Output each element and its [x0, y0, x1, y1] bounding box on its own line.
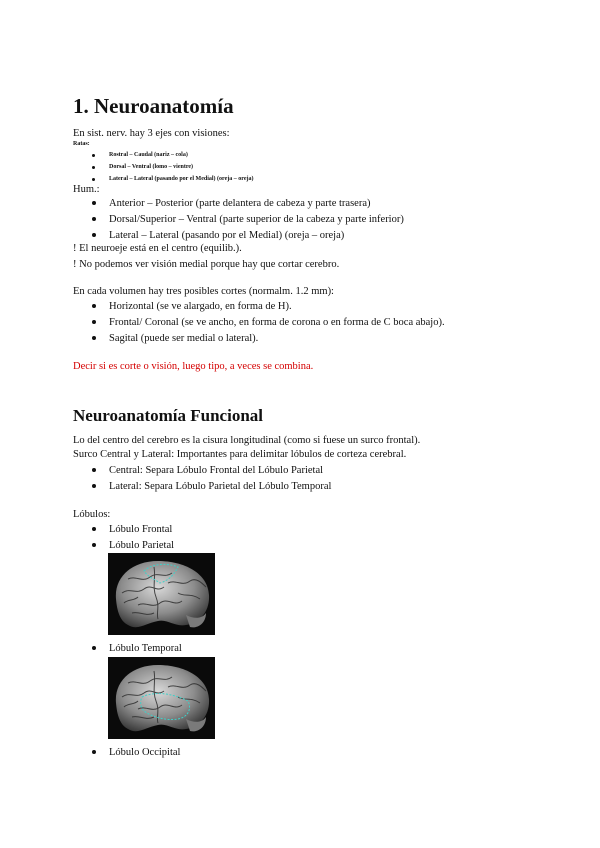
list-item: Dorsal/Superior – Ventral (parte superior de la cabeza y parte inferior) [109, 212, 404, 228]
funcional-line-2: Surco Central y Lateral: Importantes para delimitar lóbulos de corteza cerebral. [73, 449, 407, 460]
lobulos-list-top [109, 522, 174, 554]
bullet-icon [92, 484, 96, 488]
intro-text: En sist. nerv. hay 3 ejes con visiones: [73, 128, 230, 139]
note-neuroeje: ! El neuroeje está en el centro (equilib.). [73, 243, 242, 254]
bullet-icon [92, 233, 96, 237]
lobulos-list-temporal [109, 641, 182, 657]
list-item: Central: Separa Lóbulo Frontal del Lóbulo Parietal [109, 463, 331, 479]
list-item: Horizontal (se ve alargado, en forma de H). [109, 299, 445, 315]
ratas-list [109, 152, 253, 183]
bullet-icon [92, 527, 96, 531]
bullet-icon [92, 178, 95, 181]
lobulos-label: Lóbulos: [73, 509, 111, 520]
bullet-icon [92, 154, 95, 157]
surcos-list [109, 463, 331, 495]
note-vision-medial: ! No podemos ver visión medial porque hay que cortar cerebro. [73, 259, 340, 270]
hum-list [109, 196, 404, 244]
bullet-icon [92, 217, 96, 221]
lobulos-list-occipital [109, 745, 180, 761]
list-item: Lateral – Lateral (pasando por el Medial) (oreja – oreja) [109, 176, 253, 183]
list-item: Lóbulo Frontal [109, 522, 174, 538]
section-title-funcional: Neuroanatomía Funcional [73, 406, 264, 425]
funcional-line-1: Lo del centro del cerebro es la cisura longitudinal (como si fuese un surco frontal). [73, 435, 421, 446]
bullet-icon [92, 166, 95, 169]
list-item: Frontal/ Coronal (se ve ancho, en forma de corona o en forma de C boca abajo). [109, 315, 445, 331]
bullet-icon [92, 646, 96, 650]
list-item: Rostral – Caudal (nariz – cola) [109, 152, 253, 159]
list-item: Sagital (puede ser medial o lateral). [109, 331, 445, 347]
list-item: Dorsal – Ventral (lomo – vientre) [109, 164, 253, 171]
list-item: Lateral: Separa Lóbulo Parietal del Lóbulo Temporal [109, 479, 331, 495]
brain-parietal-image [108, 553, 215, 635]
bullet-icon [92, 543, 96, 547]
bullet-icon [92, 320, 96, 324]
cortes-list [109, 299, 445, 347]
bullet-icon [92, 336, 96, 340]
page-title: 1. Neuroanatomía [73, 94, 234, 118]
brain-temporal-image [108, 657, 215, 739]
list-item: Lóbulo Parietal [109, 538, 174, 554]
hum-label: Hum.: [73, 184, 100, 195]
red-note: Decir si es corte o visión, luego tipo, a veces se combina. [73, 361, 314, 372]
list-item: Anterior – Posterior (parte delantera de cabeza y parte trasera) [109, 196, 404, 212]
bullet-icon [92, 201, 96, 205]
bullet-icon [92, 304, 96, 308]
ratas-label: Ratas: [73, 141, 90, 147]
bullet-icon [92, 750, 96, 754]
cortes-intro: En cada volumen hay tres posibles cortes (normalm. 1.2 mm): [73, 286, 334, 297]
list-item: Lóbulo Occipital [109, 745, 180, 761]
bullet-icon [92, 468, 96, 472]
list-item: Lóbulo Temporal [109, 641, 182, 657]
list-item: Lateral – Lateral (pasando por el Medial) (oreja – oreja) [109, 228, 404, 244]
